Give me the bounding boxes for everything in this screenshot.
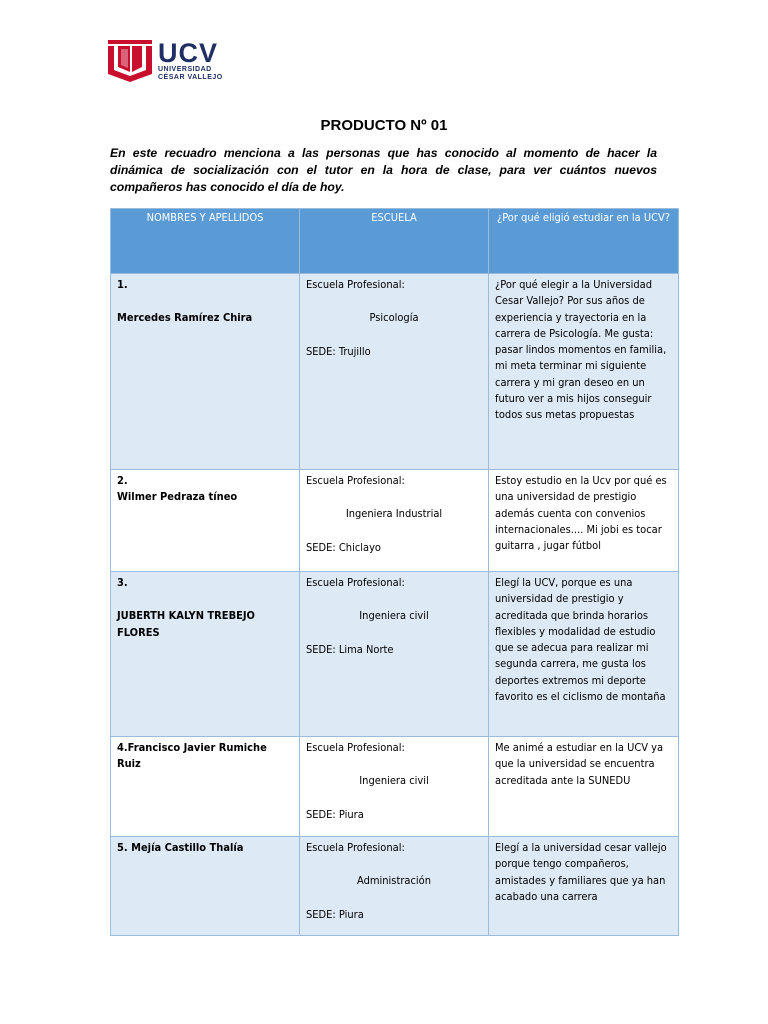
person-name: Wilmer Pedraza tíneo	[117, 490, 238, 504]
table-row	[111, 572, 679, 737]
person-name-text: Mejía Castillo Thalía	[131, 841, 244, 854]
row-number: 2.	[117, 474, 128, 487]
reason-text: Elegí a la universidad cesar vallejo porque tengo compañeros, amistades y familiares que ya han acabado una carrera	[495, 841, 667, 903]
reason-text: ¿Por qué elegir a la Universidad Cesar Vallejo? Por sus años de experiencia y trayectoria en la carrera de Psicología. Me gusta: pasar lindos momentos en familia, mi meta terminar mi siguiente carrera y mi gran deseo en un futuro ver a mis hijos conseguir todos sus metas propuestas	[495, 278, 667, 422]
career: Ingeniera civil	[359, 774, 429, 788]
name-cell	[111, 737, 300, 837]
logo-subtitle-1: UNIVERSIDAD	[158, 66, 212, 73]
ucv-shield-icon	[108, 40, 152, 82]
school-label: Escuela Profesional:	[306, 741, 405, 754]
career: Psicología	[369, 311, 419, 325]
intro-paragraph: En este recuadro menciona a las personas que has conocido al momento de hacer la dinámica de socialización con el tutor en la hora de clase, para ver cuántos nuevos compañeros has conocido el día de hoy.	[110, 146, 657, 194]
name-cell	[111, 837, 300, 936]
person-name-text: Francisco Javier Rumiche Ruiz	[117, 741, 267, 771]
logo-wordmark: UCV	[158, 38, 219, 68]
reason-cell	[489, 572, 679, 737]
reason-text: Elegí la UCV, porque es una universidad de prestigio y acreditada que brinda horarios flexibles y modalidad de estudio que se adecua para realizar mi segunda carrera, me gusta los deportes extremos mi deporte favorito es el ciclismo de montaña	[495, 576, 666, 704]
person-name: Mercedes Ramírez Chira	[117, 311, 253, 325]
row-number: 1.	[117, 278, 128, 291]
school-label: Escuela Profesional:	[306, 278, 405, 291]
reason-text: Me animé a estudiar en la UCV ya que la universidad se encuentra acreditada ante la SUNEDU	[495, 741, 664, 787]
reason-text: Estoy estudio en la Ucv por qué es una universidad de prestigio además cuenta con convenios internacionales.... Mi jobi es tocar guitarra , jugar fútbol	[495, 474, 667, 553]
reason-cell	[489, 470, 679, 572]
reason-cell	[489, 837, 679, 936]
sede: SEDE: Lima Norte	[306, 642, 394, 656]
table-row	[111, 470, 679, 572]
page-title: PRODUCTO Nº 01	[320, 117, 448, 134]
table-header-row	[111, 209, 679, 274]
career: Ingeniera civil	[359, 609, 429, 623]
sede: SEDE: Piura	[306, 907, 364, 921]
sede: SEDE: Trujillo	[306, 344, 371, 358]
school-cell	[300, 837, 489, 936]
reason-cell	[489, 274, 679, 470]
reason-cell	[489, 737, 679, 837]
table-row	[111, 274, 679, 470]
ucv-logo	[108, 40, 223, 84]
table-row	[111, 737, 679, 837]
header-school: ESCUELA	[300, 209, 489, 274]
school-cell	[300, 274, 489, 470]
row-number: 5.	[117, 841, 128, 854]
sede: SEDE: Chiclayo	[306, 540, 381, 554]
header-names: NOMBRES Y APELLIDOS	[111, 209, 300, 274]
school-cell	[300, 470, 489, 572]
school-label: Escuela Profesional:	[306, 576, 405, 589]
school-label: Escuela Profesional:	[306, 841, 405, 854]
sede: SEDE: Piura	[306, 807, 364, 821]
people-table	[110, 208, 679, 936]
row-number: 4.	[117, 741, 128, 754]
person-name	[117, 740, 293, 773]
row-number: 3.	[117, 576, 128, 589]
career: Administración	[357, 874, 431, 888]
person-name: JUBERTH KALYN TREBEJO FLORES	[117, 609, 255, 639]
header-reason: ¿Por qué eligió estudiar en la UCV?	[489, 209, 679, 274]
name-cell	[111, 274, 300, 470]
career: Ingeniera Industrial	[345, 507, 443, 521]
logo-subtitle-2: CÉSAR VALLEJO	[158, 74, 223, 81]
table-row	[111, 837, 679, 936]
school-cell	[300, 572, 489, 737]
school-label: Escuela Profesional:	[306, 474, 405, 487]
name-cell	[111, 470, 300, 572]
school-cell	[300, 737, 489, 837]
person-name	[117, 840, 293, 856]
name-cell	[111, 572, 300, 737]
